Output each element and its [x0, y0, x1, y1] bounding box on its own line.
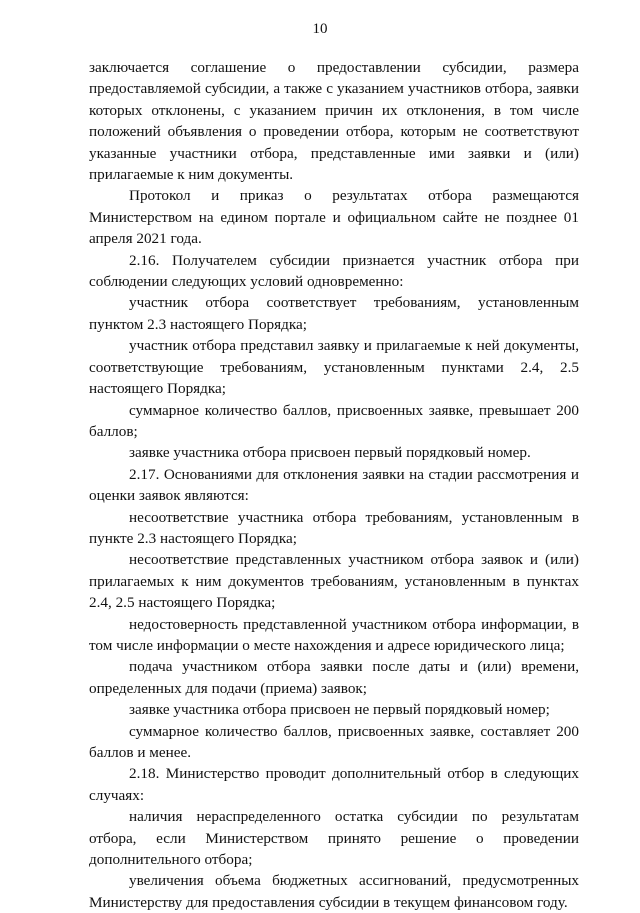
- list-item-condition: заявке участника отбора присвоен первый порядковый номер.: [129, 444, 531, 462]
- paragraph-2-16: 2.16. Получателем субсидии признается участник отбора при соблюдении следующих условий одновременно:: [89, 251, 579, 291]
- list-item-rejection-reason: несоответствие представленных участником отбора заявок и (или) прилагаемых к ним документов требованиям, установленным в пунктах 2.4, 2.5 настоящего Порядка;: [89, 551, 579, 612]
- list-item-rejection-reason: недостоверность представленной участником отбора информации, в том числе информации о месте нахождения и адресе юридического лица;: [89, 615, 579, 654]
- list-item-additional-selection-case: наличия нераспределенного остатка субсидии по результатам отбора, если Министерством принято решение о проведении дополнительного отбора;: [89, 808, 579, 869]
- list-item-condition: участник отбора представил заявку и прилагаемые к ней документы, соответствующие требованиям, установленным пунктами 2.4, 2.5 настоящего Порядка;: [89, 337, 579, 398]
- list-item-rejection-reason: суммарное количество баллов, присвоенных заявке, составляет 200 баллов и менее.: [89, 722, 579, 761]
- list-item-condition: участник отбора соответствует требованиям, установленным пунктом 2.3 настоящего Порядка;: [89, 294, 579, 333]
- list-item-rejection-reason: подача участником отбора заявки после даты и (или) времени, определенных для подачи (приема) заявок;: [89, 658, 579, 697]
- paragraph-continuation: заключается соглашение о предоставлении субсидии, размера предоставляемой субсидии, а также с указанием участников отбора, заявки которых отклонены, с указанием причин их отклонения, в том числе положений объявления о проведении отбора, которым не соответствуют указанные участники отбора, представленные ими заявки и (или) прилагаемые к ним документы.: [89, 59, 579, 184]
- list-item-condition: суммарное количество баллов, присвоенных заявке, превышает 200 баллов;: [89, 401, 579, 440]
- paragraph-protocol: Протокол и приказ о результатах отбора размещаются Министерством на едином портале и официальном сайте не позднее 01 апреля 2021 года.: [89, 187, 579, 248]
- page-number: 10: [312, 21, 328, 37]
- list-item-rejection-reason: заявке участника отбора присвоен не первый порядковый номер;: [129, 701, 550, 719]
- list-item-additional-selection-case: увеличения объема бюджетных ассигнований, предусмотренных Министерству для предоставления субсидии в текущем финансовом году.: [89, 872, 579, 911]
- list-item-rejection-reason: несоответствие участника отбора требованиям, установленным в пункте 2.3 настоящего Порядка;: [89, 508, 579, 547]
- paragraph-2-17: 2.17. Основаниями для отклонения заявки на стадии рассмотрения и оценки заявок являются:: [89, 465, 579, 505]
- document-body: [89, 57, 579, 913]
- paragraph-2-18: 2.18. Министерство проводит дополнительный отбор в следующих случаях:: [89, 765, 579, 804]
